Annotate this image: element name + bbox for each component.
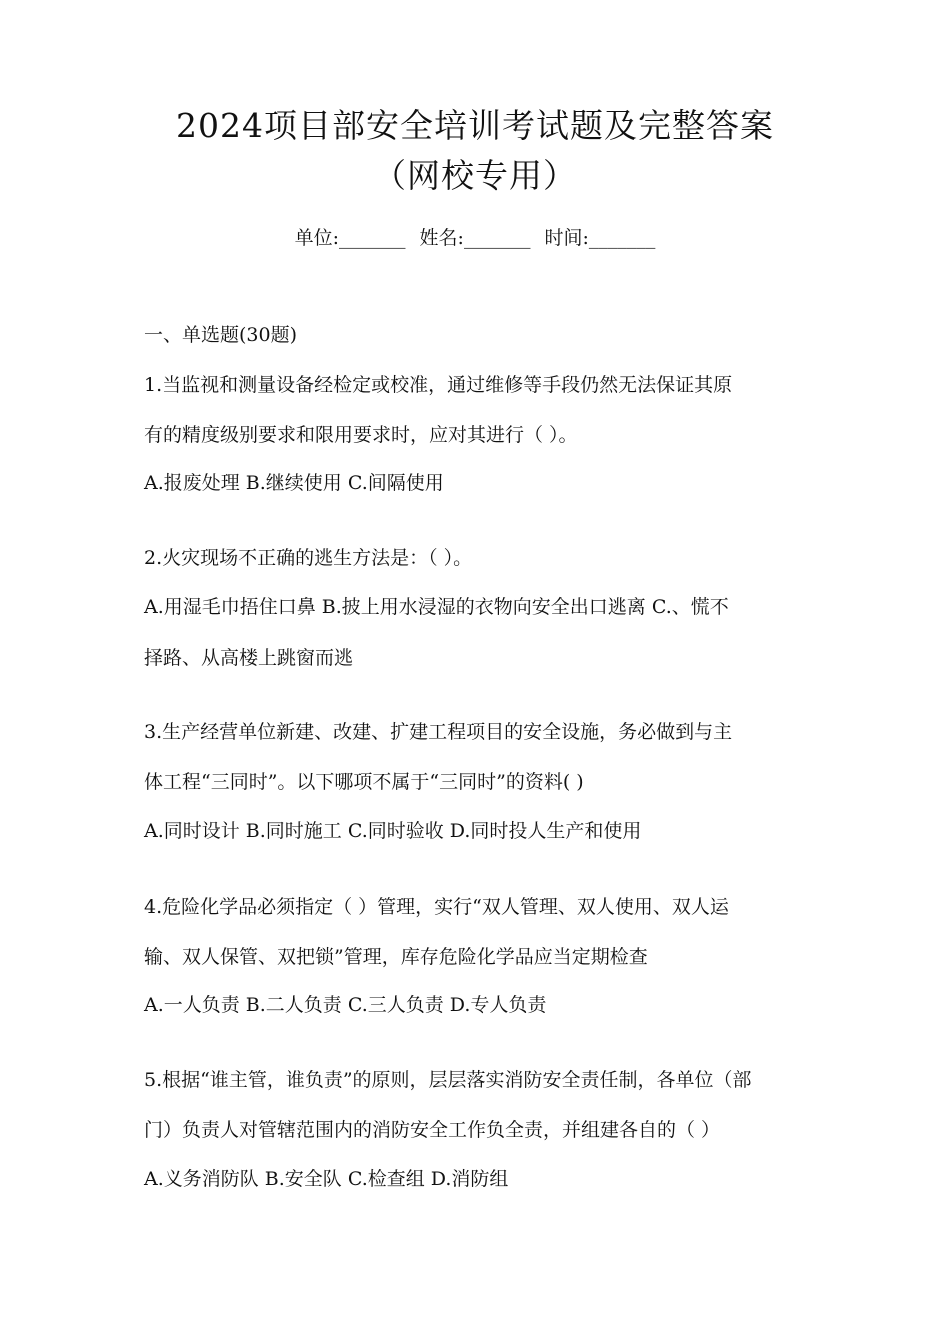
section-heading: 一、单选题(30题) <box>144 324 298 346</box>
question-2-options-line-1: A.用湿毛巾捂住口鼻 B.披上用水浸湿的衣物向安全出口逃离 C.、慌不 <box>144 596 729 618</box>
question-1-options: A.报废处理 B.继续使用 C.间隔使用 <box>144 472 444 494</box>
question-5-options: A.义务消防队 B.安全队 C.检查组 D.消防组 <box>144 1168 509 1190</box>
question-5-stem-line-2: 门）负责人对管辖范围内的消防安全工作负全责，并组建各自的（ ） <box>144 1119 721 1141</box>
question-2-options-line-2: 择路、从高楼上跳窗而逃 <box>144 647 354 669</box>
question-4-stem-line-1: 4.危险化学品必须指定（ ）管理，实行“双人管理、双人使用、双人运 <box>144 896 729 918</box>
unit-field: 单位:_______ <box>294 227 406 249</box>
time-field: 时间:_______ <box>544 227 656 249</box>
name-field: 姓名:_______ <box>419 227 531 249</box>
question-1-stem-line-1: 1.当监视和测量设备经检定或校准，通过维修等手段仍然无法保证其原 <box>144 374 733 396</box>
question-3-stem-line-1: 3.生产经营单位新建、改建、扩建工程项目的安全设施，务必做到与主 <box>144 721 733 743</box>
header-fields <box>0 224 950 252</box>
question-4-stem-line-2: 输、双人保管、双把锁”管理，库存危险化学品应当定期检查 <box>144 946 648 968</box>
document-title-line-2: （网校专用） <box>373 156 577 195</box>
question-4-options: A.一人负责 B.二人负责 C.三人负责 D.专人负责 <box>144 994 547 1016</box>
question-1-stem-line-2: 有的精度级别要求和限用要求时，应对其进行（ ）。 <box>144 424 578 446</box>
question-3-options: A.同时设计 B.同时施工 C.同时验收 D.同时投人生产和使用 <box>144 820 642 842</box>
document-title-line-1: 2024项目部安全培训考试题及完整答案 <box>176 106 774 145</box>
question-3-stem-line-2: 体工程“三同时”。以下哪项不属于“三同时”的资料( ) <box>144 771 584 793</box>
question-5-stem-line-1: 5.根据“谁主管，谁负责”的原则，层层落实消防安全责任制，各单位（部 <box>144 1069 752 1091</box>
question-2-stem-line-1: 2.火灾现场不正确的逃生方法是：（ ）。 <box>144 547 473 569</box>
